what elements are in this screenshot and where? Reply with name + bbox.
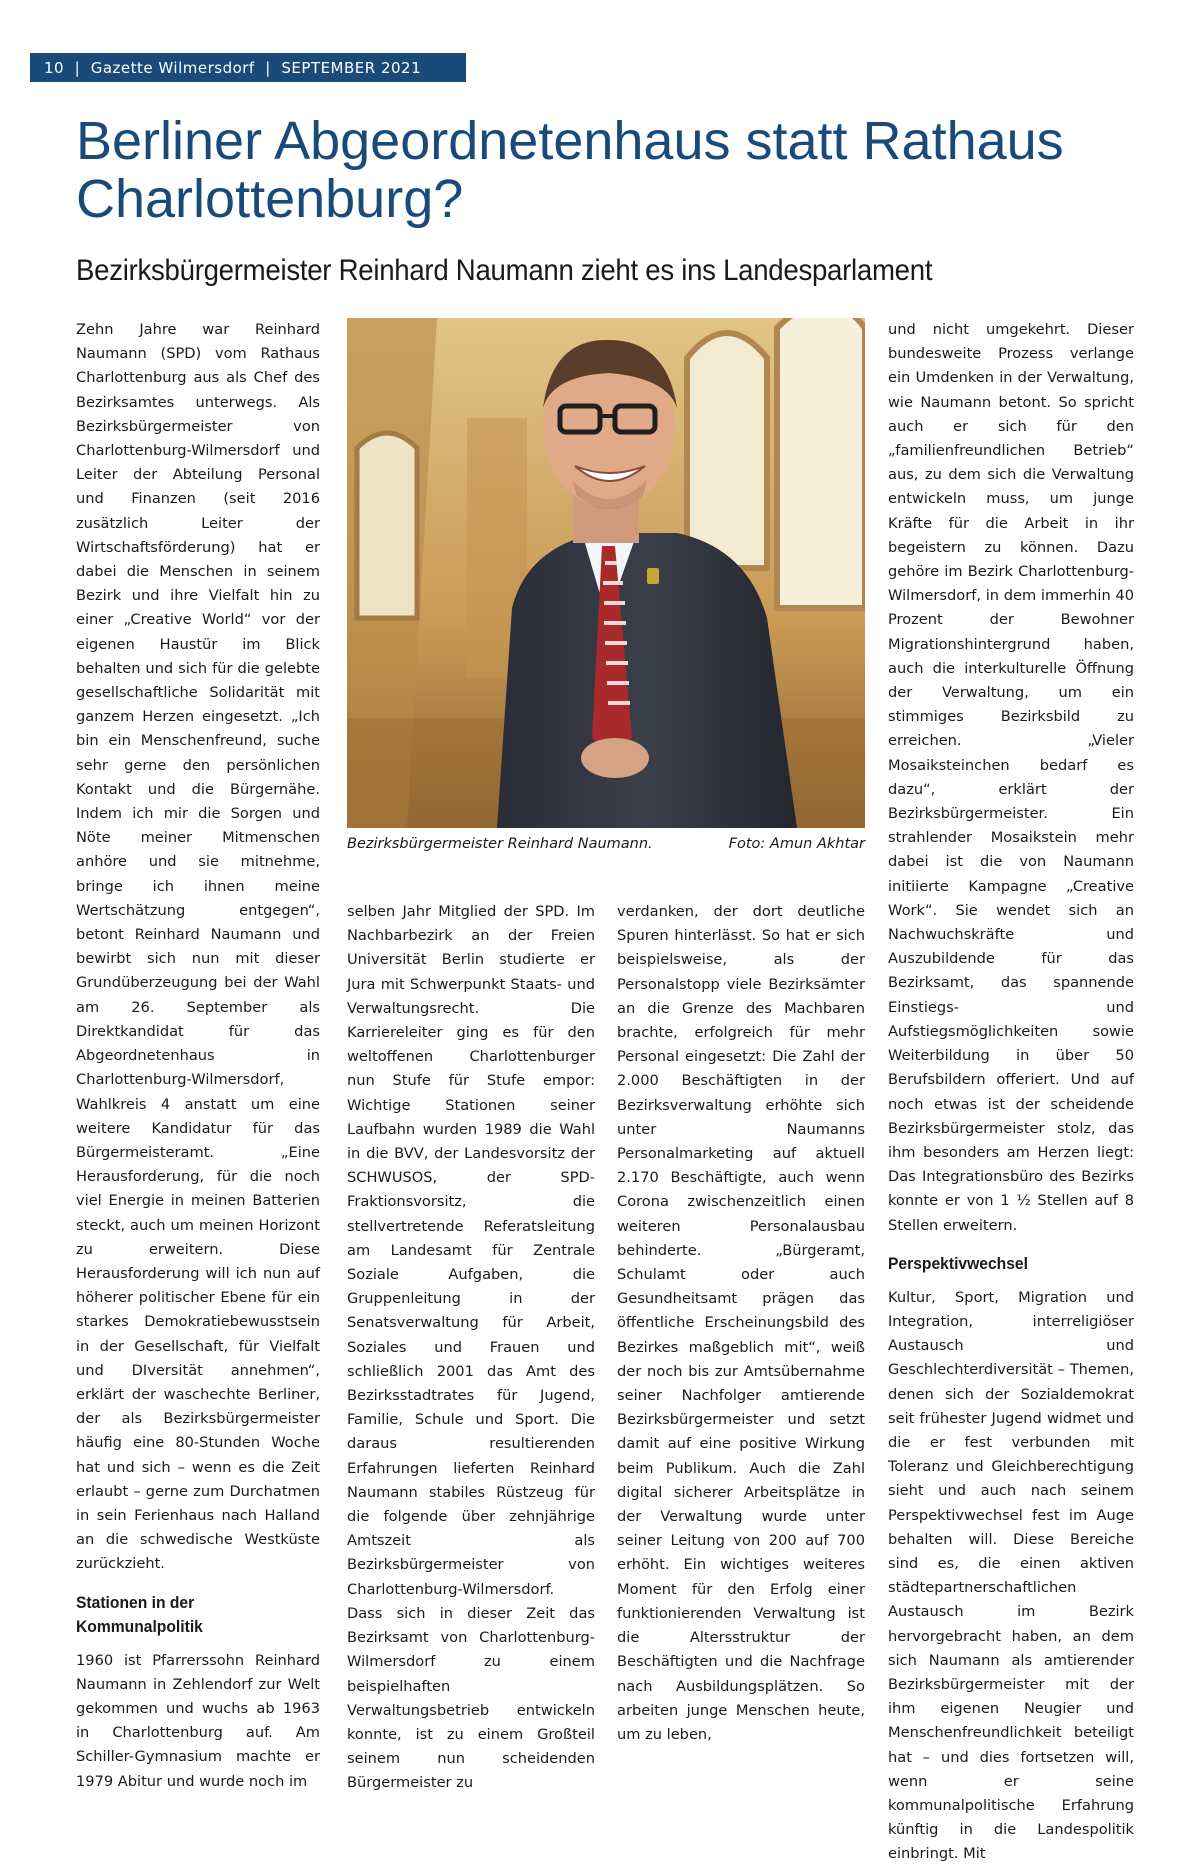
article-subheadline: Bezirksbürgermeister Reinhard Naumann zieht es ins Landesparlament — [76, 254, 933, 287]
article-column-3 — [617, 900, 865, 1747]
article-column-1 — [76, 318, 320, 1794]
page-header-bar — [30, 53, 466, 82]
header-separator: | — [64, 58, 91, 77]
section-heading: Perspektivwechsel — [888, 1253, 1028, 1273]
photo-credit: Foto: Amun Akhtar — [728, 836, 865, 852]
paragraph: Dass sich in dieser Zeit das Bezirksamt von Charlottenburg-Wilmersdorf zu einem beispielhaften Verwaltungsbetrieb entwickeln konnte, ist zu einem Großteil seinem nun scheidenden Bürgermeister zu — [347, 1604, 595, 1792]
photo-caption — [347, 836, 865, 852]
paragraph: selben Jahr Mitglied der SPD. Im Nachbarbezirk an der Freien Universität Berlin studierte er Jura mit Schwerpunkt Staats- und Verwaltungsrecht. Die Karriereleiter ging es für den weltoffenen Charlottenburger nun Stufe für Stufe empor: Wichtige Stationen seiner Laufbahn wurden 1989 die Wahl in die BVV, der Landesvorsitz der SCHWUSOS, der SPD-Fraktionsvorsitz, die stellvertretende Referatsleitung am Landesamt für Zentrale Soziale Aufgaben, die Gruppenleitung in der Senatsverwaltung für Arbeit, Soziales und Frauen und schließlich 2001 das Amt des Bezirksstadtrates für Jugend, Familie, Schule und Sport. Die daraus resultierenden Erfahrungen lieferten Reinhard Naumann stabiles Rüstzeug für die folgende über zehnjährige Amtszeit als Bezirksbürgermeister von Charlottenburg-Wilmersdorf. — [347, 903, 595, 1598]
article-column-4 — [888, 318, 1134, 1867]
article-headline: Berliner Abgeordnetenhaus statt Rathaus Charlottenburg? — [76, 111, 1064, 229]
publication-name: Gazette Wilmersdorf — [90, 58, 255, 77]
caption-text: Bezirksbürgermeister Reinhard Naumann. — [347, 836, 653, 852]
paragraph: Kultur, Sport, Migration und Integration, interreligiöser Austausch und Geschlechterdiversität – Themen, denen sich der Sozialdemokrat seit frühester Jugend widmet und die er fest verbunden mit Toleranz und Gleichberechtigung sieht und auch nach seinem Perspektivwechsel fest im Auge behalten will. Diese Bereiche sind es, die einen aktiven städtepartnerschaftlichen Austausch im Bezirk hervorgebracht haben, an dem sich Naumann als amtierender Bezirksbürgermeister mit der ihm eigenen Neugier und Menschenfreundlichkeit beteiligt hat – und dies fortsetzen will, wenn er seine kommunalpolitische Erfahrung künftig in die Landespolitik einbringt. Mit — [888, 1288, 1134, 1863]
paragraph: 1960 ist Pfarrerssohn Reinhard Naumann in Zehlendorf zur Welt gekommen und wuchs ab 1963 in Charlottenburg auf. Am Schiller-Gymnasium machte er 1979 Abitur und wurde noch im — [76, 1651, 320, 1790]
portrait-illustration — [347, 318, 865, 828]
paragraph: verdanken, der dort deutliche Spuren hinterlässt. So hat er sich beispielsweise, als der Personalstopp viele Bezirksämter an die Grenze des Machbaren brachte, erfolgreich für mehr Personal eingesetzt: Die Zahl der 2.000 Beschäftigten in der Bezirksverwaltung erhöhte sich unter Naumanns Personalmarketing auf aktuell 2.170 Beschäftigte, auch wenn Corona zwischenzeitlich einen weiteren Personalausbau behinderte. „Bürgeramt, Schulamt oder auch Gesundheitsamt prägen das öffentliche Erscheinungsbild des Bezirkes maßgeblich mit“, weiß der noch bis zur Amtsübernahme seiner Nachfolger amtierende Bezirksbürgermeister und setzt damit auf eine positive Wirkung beim Publikum. Auch die Zahl digital sicherer Arbeitsplätze in der Verwaltung wurde unter seiner Leitung von 200 auf 700 erhöht. Ein wichtiges weiteres Moment für den Erfolg einer funktionierenden Verwaltung ist die Altersstruktur der Beschäftigten und die Nachfrage nach Ausbildungsplätzen. So arbeiten junge Menschen heute, um zu leben, — [617, 903, 865, 1743]
section-heading: Stationen in der Kommunalpolitik — [76, 1592, 203, 1636]
header-separator: | — [254, 58, 282, 77]
paragraph: Zehn Jahre war Reinhard Naumann (SPD) vom Rathaus Charlottenburg aus als Chef des Bezirksamtes unterwegs. Als Bezirksbürgermeister von Charlottenburg-Wilmersdorf und Leiter der Abteilung Personal und Finanzen (seit 2016 zusätzlich Leiter der Wirtschaftsförderung) hat er dabei die Menschen in seinem Bezirk und ihre Vielfalt hin zu einer „Creative World“ vor der eigenen Haustür im Blick behalten und sich für die gelebte gesellschaftliche Solidarität mit ganzem Herzen eingesetzt. „Ich bin ein Menschenfreund, suche sehr gerne den persönlichen Kontakt und die Bürgernähe. Indem ich mir die Sorgen und Nöte meiner Mitmenschen anhöre und sie mitnehme, bringe ich ihnen meine Wertschätzung entgegen“, betont Reinhard Naumann und bewirbt sich nun mit dieser Grundüberzeugung bei der Wahl am 26. September als Direktkandidat für das Abgeordnetenhaus in Charlottenburg-Wilmersdorf, Wahlkreis 4 anstatt um eine weitere Kandidatur für das Bürgermeisteramt. „Eine Herausforderung, für die noch viel Energie in meinen Batterien steckt, auch um meinen Horizont zu erweitern. Diese Herausforderung will ich nun auf höherer politischer Ebene für ein starkes Demokratiebewusstsein in der Gesellschaft, für Vielfalt und DIversität annehmen“, erklärt der waschechte Berliner, der als Bezirksbürgermeister häufig eine 80-Stunden Woche hat und sich – wenn es die Zeit erlaubt – gerne zum Durchatmen in sein Ferienhaus nach Halland an die schwedische Westküste zurückzieht. — [76, 321, 320, 1573]
paragraph: und nicht umgekehrt. Dieser bundesweite Prozess verlange ein Umdenken in der Verwaltung, wie Naumann betont. So spricht auch er sich für den „familienfreundlichen Betrieb“ aus, zu dem sich die Verwaltung entwickeln muss, um junge Kräfte für die Arbeit in ihr begeistern zu können. Dazu gehöre im Bezirk Charlottenburg-Wilmersdorf, in dem immerhin 40 Prozent der Bewohner Migrationshintergrund haben, auch die interkulturelle Öffnung der Verwaltung, um ein stimmiges Bezirksbild zu erreichen. „Vieler Mosaiksteinchen bedarf es dazu“, erklärt der Bezirksbürgermeister. Ein strahlender Mosaikstein mehr dabei ist die von Naumann initiierte Kampagne „Creative Work“. Sie wendet sich an Nachwuchskräfte und Auszubildende für das Bezirksamt, das spannende Einstiegs- und Aufstiegsmöglichkeiten sowie Weiterbildung in über 50 Berufsbildern offeriert. Und auf noch etwas ist der scheidende Bezirksbürgermeister stolz, das ihm besonders am Herzen liegt: Das Integrationsbüro des Bezirks konnte er von 1 ½ Stellen auf 8 Stellen erweitern. — [888, 321, 1134, 1234]
article-column-2 — [347, 900, 595, 1796]
portrait-photo — [347, 318, 865, 828]
page-number: 10 — [44, 58, 65, 77]
issue-date: SEPTEMBER 2021 — [281, 58, 422, 77]
